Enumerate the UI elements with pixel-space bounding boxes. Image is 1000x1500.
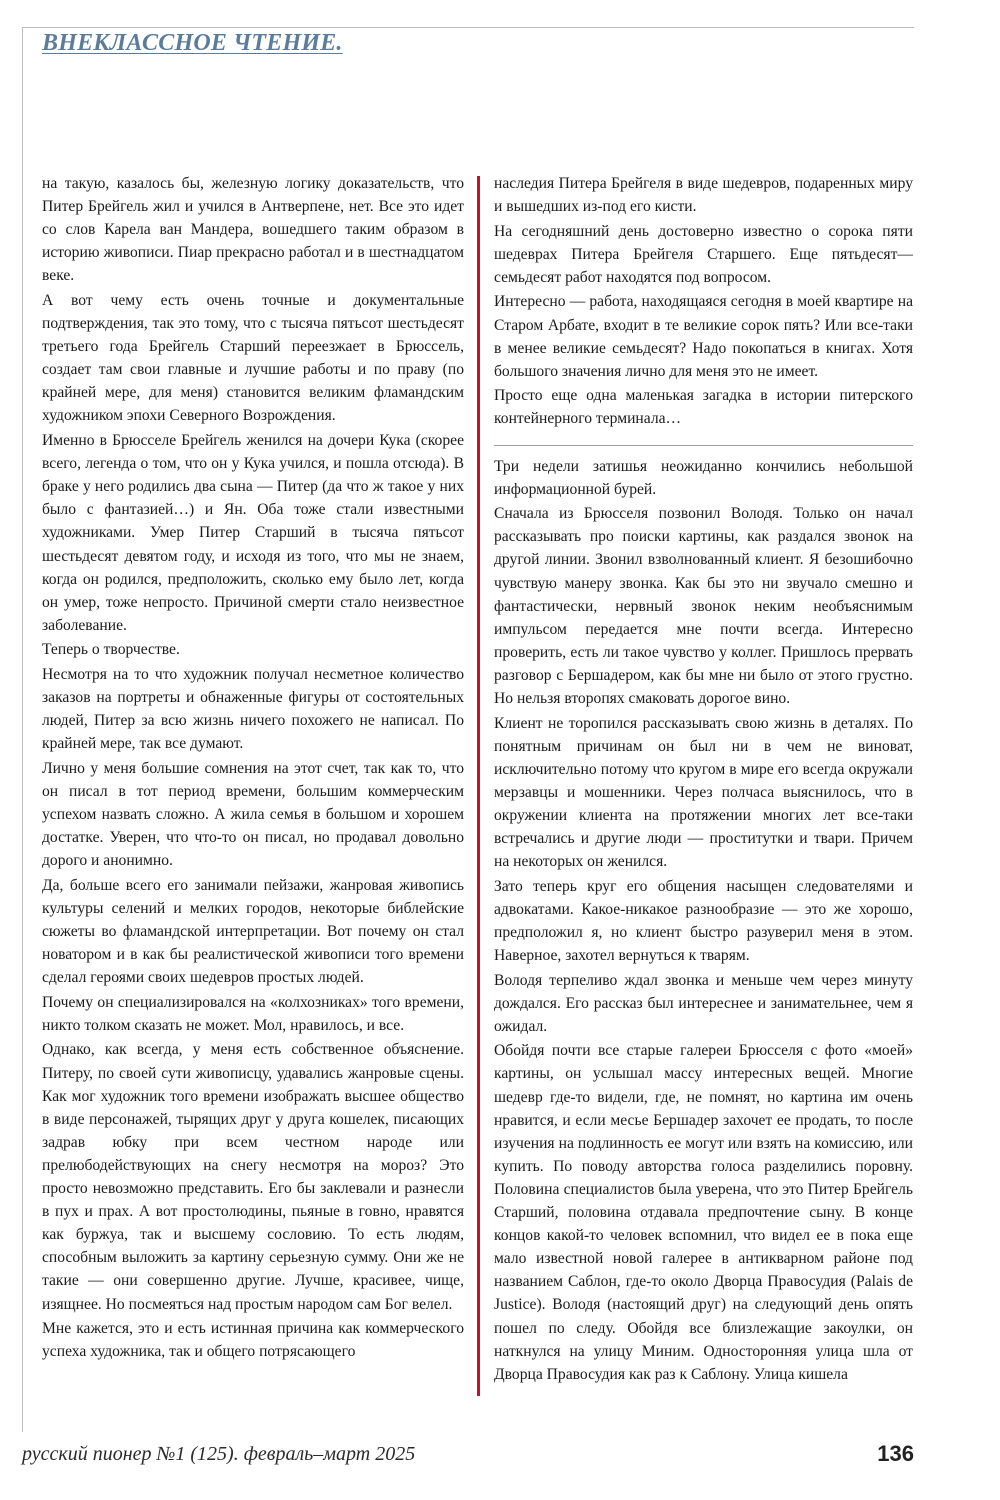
column-divider <box>477 176 480 1396</box>
section-separator <box>494 445 913 446</box>
page-number: 136 <box>877 1441 914 1466</box>
paragraph: Почему он специализировался на «колхозниках» того времени, никто толком сказать не может. Мол, нравилось, и все. <box>42 993 464 1034</box>
paragraph: Несмотря на то что художник получал несметное количество заказов на портреты и обнаженные фигуры от состоятельных людей, Питер за всю жизнь ничего похожего не написал. По крайней мере, так все думают. <box>42 665 464 753</box>
left-rule <box>22 27 23 1432</box>
paragraph: Просто еще одна маленькая загадка в истории питерского контейнерного терминала… <box>494 387 913 428</box>
paragraph: наследия Питера Брейгеля в виде шедевров, подаренных миру и вышедших из-под его кисти. <box>494 175 913 216</box>
paragraph: на такую, казалось бы, железную логику доказательств, что Питер Брейгель жил и учился в Антверпене, нет. Все это идет со слов Карела ван Мандера, вошедшего таким образом в историю живописи. Пиар прекрасно работал и в шестнадцатом веке. <box>42 175 464 285</box>
paragraph: Клиент не торопился рассказывать свою жизнь в деталях. По понятным причинам он был ни в чем не виноват, исключительно потому что кругом в мире его всегда окружали мерзавцы и мошенники. Через полчаса выяснилось, что в окружении клиента на протяжении многих лет все-таки встречались и другие люди — проститутки и твари. Причем на некоторых он женился. <box>494 714 913 871</box>
paragraph: Мне кажется, это и есть истинная причина как коммерческого успеха художника, так и общего потрясающего <box>42 1320 464 1361</box>
top-rule <box>22 27 914 28</box>
section-title: ВНЕКЛАССНОЕ ЧТЕНИЕ. <box>42 30 343 56</box>
paragraph: Именно в Брюсселе Брейгель женился на дочери Кука (скорее всего, легенда о том, что он у Кука учился, и пошла отсюда). В браке у него родились два сына — Питер (да что ж такое у них было с фантазией…) и Ян. Оба тоже стали известными художниками. Умер Питер Старший в тысяча пятьсот шестьдесят девятом году, и исходя из того, что мы не знаем, когда он родился, предположить, сколько ему было лет, когда он умер, тоже непросто. Причиной смерти стало неизвестное заболевание. <box>42 432 464 634</box>
paragraph: А вот чему есть очень точные и документальные подтверждения, так это тому, что с тысяча пятьсот шестьдесят третьего года Брейгель Старший переезжает в Брюссель, создает там свои главные и лучшие работы и по праву (по крайней мере, для меня) становится великим фламандским художником эпохи Северного Возрождения. <box>42 291 464 425</box>
paragraph: Лично у меня большие сомнения на этот счет, так как то, что он писал в тот период времени, большим коммерческим успехом назвать сложно. А жила семья в большом и хорошем достатке. Уверен, что что-то он писал, но продавал довольно дорого и анонимно. <box>42 759 464 870</box>
paragraph: Володя терпеливо ждал звонка и меньше чем через минуту дождался. Его рассказ был интереснее и занимательнее, чем я ожидал. <box>494 971 913 1035</box>
paragraph: Интересно — работа, находящаяся сегодня в моей квартире на Старом Арбате, входит в те великие сорок пять? Или все-таки в менее великие семьдесят? Надо покопаться в книгах. Хотя большого значения лично для меня это не имеет. <box>494 293 913 380</box>
paragraph: Сначала из Брюсселя позвонил Володя. Только он начал рассказывать про поиски картины, как раздался звонок на другой линии. Звонил взволнованный клиент. Я безошибочно чувствую манеру звонка. Как бы это ни звучало смешно и фантастически, нервный звонок неким необъяснимым импульсом передается мне почти всегда. Интересно проверить, есть ли такое чувство у коллег. Пришлось прервать разговор с Бершадером, как бы мне ни было от этого грустно. Но нельзя второпях смаковать дорогое вино. <box>494 505 913 707</box>
paragraph: Обойдя почти все старые галереи Брюсселя с фото «моей» картины, он услышал массу интересных вещей. Многие шедевр где-то видели, где, не помнят, но картина им очень нравится, и если месье Бершадер захочет ее продать, то после изучения на подлинность ее могут или взять на комиссию, или купить. По поводу авторства голоса разделились поровну. Половина специалистов была уверена, что это Питер Брейгель Старший, половина отдавала предпочтение сыну. В конце концов какой-то человек вспомнил, что видел ее в пока еще мало известной новой галерее в антикварном районе под названием Саблон, где-то около Дворца Правосудия (Palais de Justice). Володя (настоящий друг) на следующий день опять пошел по следу. Обойдя все близлежащие закоулки, он наткнулся на улицу Миним. Односторонняя улица шла от Дворца Правосудия как раз к Саблону. Улица кишела <box>494 1042 913 1383</box>
paragraph: Да, больше всего его занимали пейзажи, жанровая живопись культуры селений и мелких городов, некоторые библейские сюжеты во фламандской интерпретации. Вот почему он стал новатором и в как бы реалистической живописи того времени сделал героями своих шедевров простых людей. <box>42 876 464 987</box>
paragraph: Теперь о творчестве. <box>42 641 180 659</box>
left-column <box>42 172 464 1365</box>
paragraph: Однако, как всегда, у меня есть собственное объяснение. Питеру, по своей сути живописцу, удавались жанровые сцены. Как мог художник того времени изображать высшее общество в виде персонажей, тырящих друг у друга кошелек, писающих задрав юбку при всем честном народе или прелюбодействующих на снегу несмотря на мороз? Это просто невозможно представить. Его бы заклевали и разнесли в пух и прах. А вот простолюдины, пьяные в говно, нравятся как буржуа, так и высшему сословию. То есть людям, способным выложить за картину серьезную сумму. Они же не такие — они совершенно другие. Лучше, красивее, чище, изящнее. Но посмеяться над простым народом сам Бог велел. <box>42 1041 464 1313</box>
paragraph: Зато теперь круг его общения насыщен следователями и адвокатами. Какое-никакое разнообразие — это же хорошо, предположил я, но клиент быстро разуверил меня в этом. Наверное, захотел вернуться к тварям. <box>494 877 913 964</box>
paragraph: Три недели затишья неожиданно кончились небольшой информационной бурей. <box>494 457 913 498</box>
paragraph: На сегодняшний день достоверно известно о сорока пяти шедеврах Питера Брейгеля Старшего. Еще пятьдесят—семьдесят работ находятся под вопросом. <box>494 222 913 286</box>
journal-footer: русский пионер №1 (125). февраль–март 2025 <box>22 1443 416 1465</box>
right-column <box>494 172 913 1387</box>
